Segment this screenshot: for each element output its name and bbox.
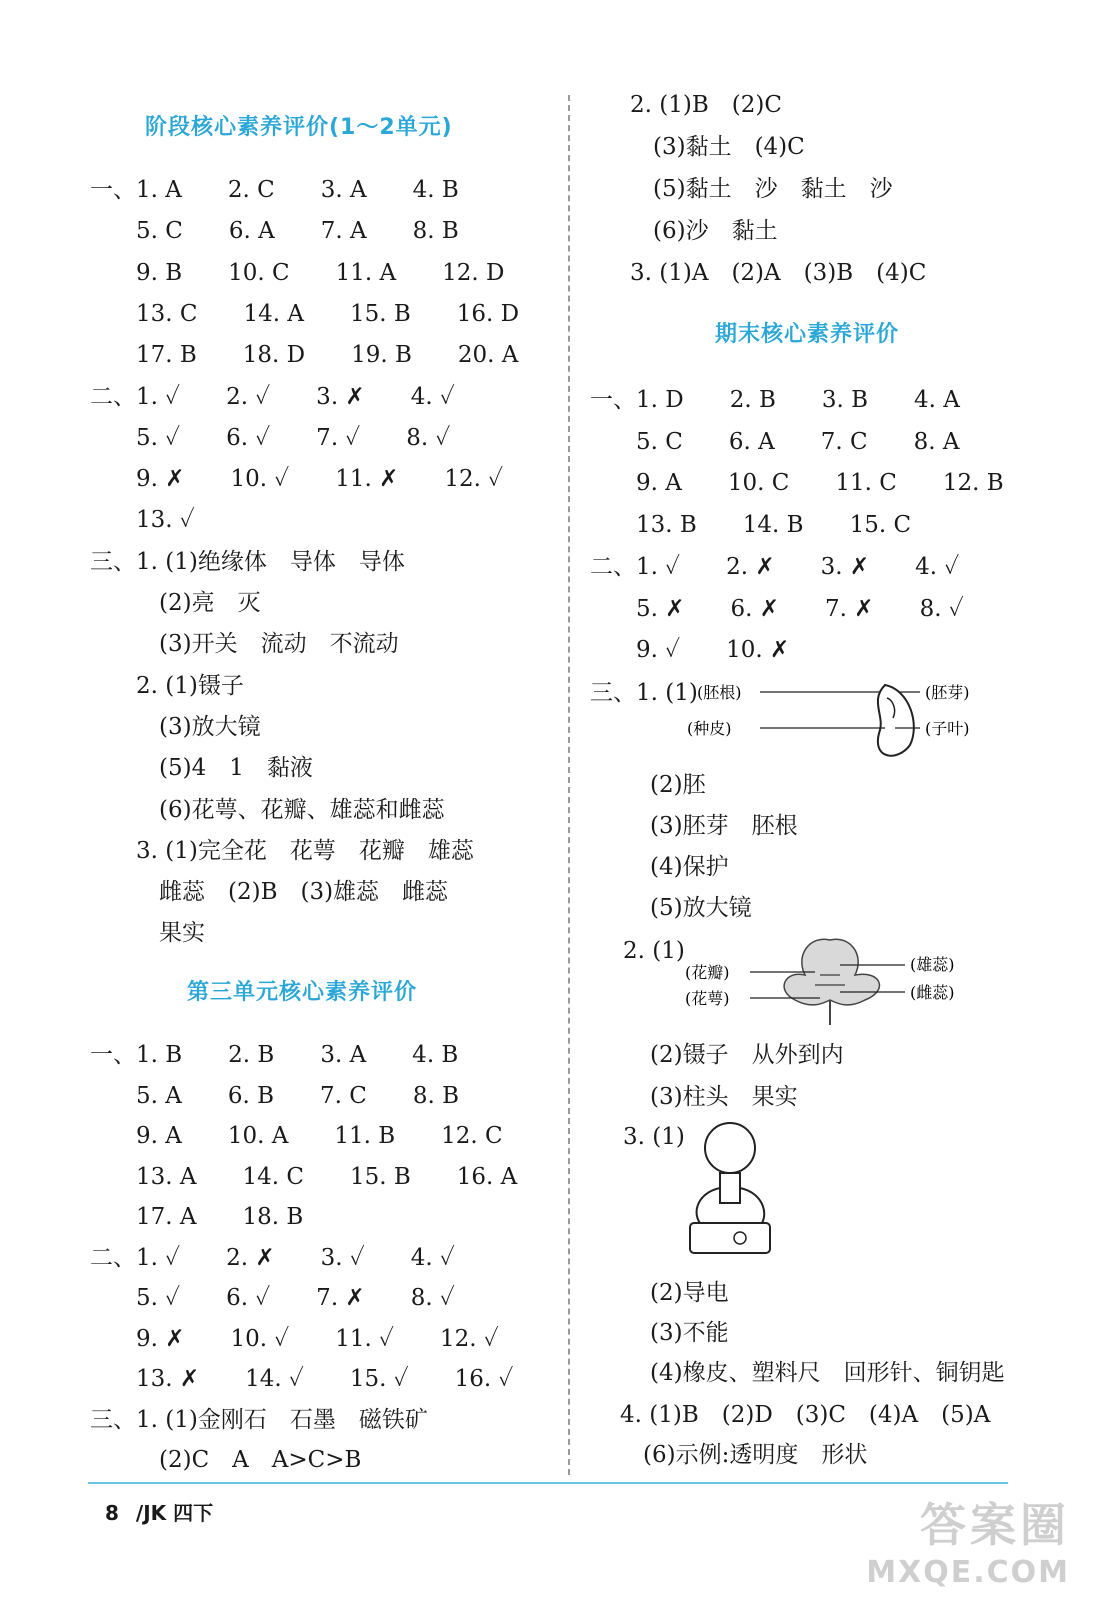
answer-line: (5)4 1 黏液 [90, 755, 313, 782]
circuit-question-prefix: 3. (1) [623, 1124, 685, 1150]
answer-line: 2. (1)镊子 [90, 672, 244, 699]
answer-line: 5. ✓ 6. ✓ 7. ✗ 8. ✓ [90, 1285, 455, 1311]
watermark-line1: 答案圈 [920, 1498, 1070, 1552]
answer-line: (4)橡皮、塑料尺 回形针、铜钥匙 [650, 1360, 1005, 1386]
answer-line: (3)柱头 果实 [650, 1084, 798, 1110]
label-seed-coat: (种皮) [687, 719, 732, 738]
seed-question-prefix: 三、1. (1) [590, 680, 698, 706]
answer-line: 3. (1)完全花 花萼 花瓣 雄蕊 [90, 837, 474, 864]
answer-line: (5)黏土 沙 黏土 沙 [630, 176, 893, 202]
seed-diagram [675, 670, 970, 765]
answer-line: 17. B 18. D 19. B 20. A [90, 342, 519, 369]
answer-line: 9. B 10. C 11. A 12. D [90, 259, 505, 286]
answer-line: 13. ✗ 14. ✓ 15. ✓ 16. ✓ [90, 1366, 514, 1392]
watermark-line2: MXQE.COM [866, 1555, 1070, 1590]
footer-rule [88, 1482, 1008, 1484]
answer-line: 5. C 6. A 7. C 8. A [590, 428, 960, 455]
answer-line: (2)镊子 从外到内 [650, 1042, 844, 1068]
answer-line: 13. ✓ [90, 507, 195, 534]
answer-line: (3)黏土 (4)C [630, 134, 805, 160]
answer-line: 2. (1)B (2)C [630, 92, 782, 118]
answer-line: (2)胚 [650, 772, 706, 798]
answer-line: 5. A 6. B 7. C 8. B [90, 1082, 460, 1109]
edition-label: /JK 四下 [135, 1501, 214, 1525]
answer-line: (4)保护 [650, 854, 729, 880]
bulb-glass [705, 1123, 755, 1173]
answer-line: 5. ✓ 6. ✓ 7. ✓ 8. ✓ [90, 424, 451, 451]
answer-line: 果实 [90, 920, 205, 947]
final-title: 期末核心素养评价 [715, 322, 900, 347]
label-plumule: (胚芽) [925, 683, 970, 702]
answer-line: 一、1. B 2. B 3. A 4. B [90, 1042, 459, 1068]
flower-diagram [680, 930, 980, 1030]
footer [105, 1497, 213, 1526]
watermark [866, 1489, 1070, 1590]
answer-line: 13. A 14. C 15. B 16. A [90, 1163, 518, 1190]
answer-line: 雌蕊 (2)B (3)雄蕊 雌蕊 [90, 879, 449, 906]
answer-line: (2)亮 灭 [90, 590, 261, 616]
answer-line: 17. A 18. B [90, 1204, 304, 1230]
answer-line: 13. B 14. B 15. C [590, 512, 912, 539]
answer-line: 5. ✗ 6. ✗ 7. ✗ 8. ✓ [590, 595, 964, 622]
answer-line: 9. ✓ 10. ✗ [590, 637, 790, 664]
seed-outline [878, 685, 914, 756]
answer-line: (6)示例:透明度 形状 [620, 1442, 868, 1468]
bulb-base [720, 1173, 740, 1203]
answer-line: (3)不能 [650, 1320, 729, 1346]
plumule-shape [887, 698, 895, 718]
answer-line: (3)胚芽 胚根 [650, 813, 798, 839]
answer-line: 三、1. (1)绝缘体 导体 导体 [90, 548, 405, 575]
answer-line: (6)花萼、花瓣、雄蕊和雌蕊 [90, 796, 445, 823]
label-pistil: (雌蕊) [910, 983, 955, 1002]
answer-line: (3)开关 流动 不流动 [90, 631, 399, 658]
answer-line: 9. ✗ 10. ✓ 11. ✗ 12. ✓ [90, 466, 504, 493]
battery [690, 1223, 770, 1253]
stage-title: 阶段核心素养评价(1～2单元) [145, 115, 453, 140]
answer-line: (3)放大镜 [90, 713, 261, 740]
answer-line: 4. (1)B (2)D (3)C (4)A (5)A [620, 1402, 991, 1428]
flower-question-prefix: 2. (1) [623, 938, 685, 964]
answer-line: 二、1. ✓ 2. ✓ 3. ✗ 4. ✓ [90, 383, 455, 410]
answer-line: 一、1. D 2. B 3. B 4. A [590, 387, 960, 413]
page-number: 8 [105, 1501, 119, 1525]
unit3-title: 第三单元核心素养评价 [187, 980, 418, 1005]
answer-line: 二、1. ✓ 2. ✗ 3. ✓ 4. ✓ [90, 1244, 455, 1271]
answer-line: 一、1. A 2. C 3. A 4. B [90, 177, 459, 203]
answer-line: (5)放大镜 [650, 895, 752, 921]
answer-line: (2)C A A>C>B [90, 1447, 362, 1473]
answer-line: (6)沙 黏土 [630, 218, 778, 244]
answer-line: 二、1. ✓ 2. ✗ 3. ✗ 4. ✓ [590, 553, 960, 580]
label-stamen: (雄蕊) [910, 955, 955, 974]
answer-line: 9. A 10. A 11. B 12. C [90, 1123, 503, 1149]
label-sepal: (花萼) [685, 989, 730, 1008]
answer-line: 3. (1)A (2)A (3)B (4)C [630, 260, 927, 286]
label-radicle: (胚根) [697, 683, 742, 702]
answer-line: 9. A 10. C 11. C 12. B [590, 470, 1004, 497]
circuit-diagram [680, 1118, 790, 1268]
answer-line: 13. C 14. A 15. B 16. D [90, 300, 520, 327]
answer-line: 5. C 6. A 7. A 8. B [90, 218, 459, 245]
answer-line: 9. ✗ 10. ✓ 11. ✓ 12. ✓ [90, 1325, 499, 1352]
label-petal: (花瓣) [685, 963, 730, 982]
answer-line: (2)导电 [650, 1280, 729, 1306]
answer-line: 三、1. (1)金刚石 石墨 磁铁矿 [90, 1406, 428, 1433]
label-cotyledon: (子叶) [925, 719, 970, 738]
column-divider [568, 95, 570, 1475]
